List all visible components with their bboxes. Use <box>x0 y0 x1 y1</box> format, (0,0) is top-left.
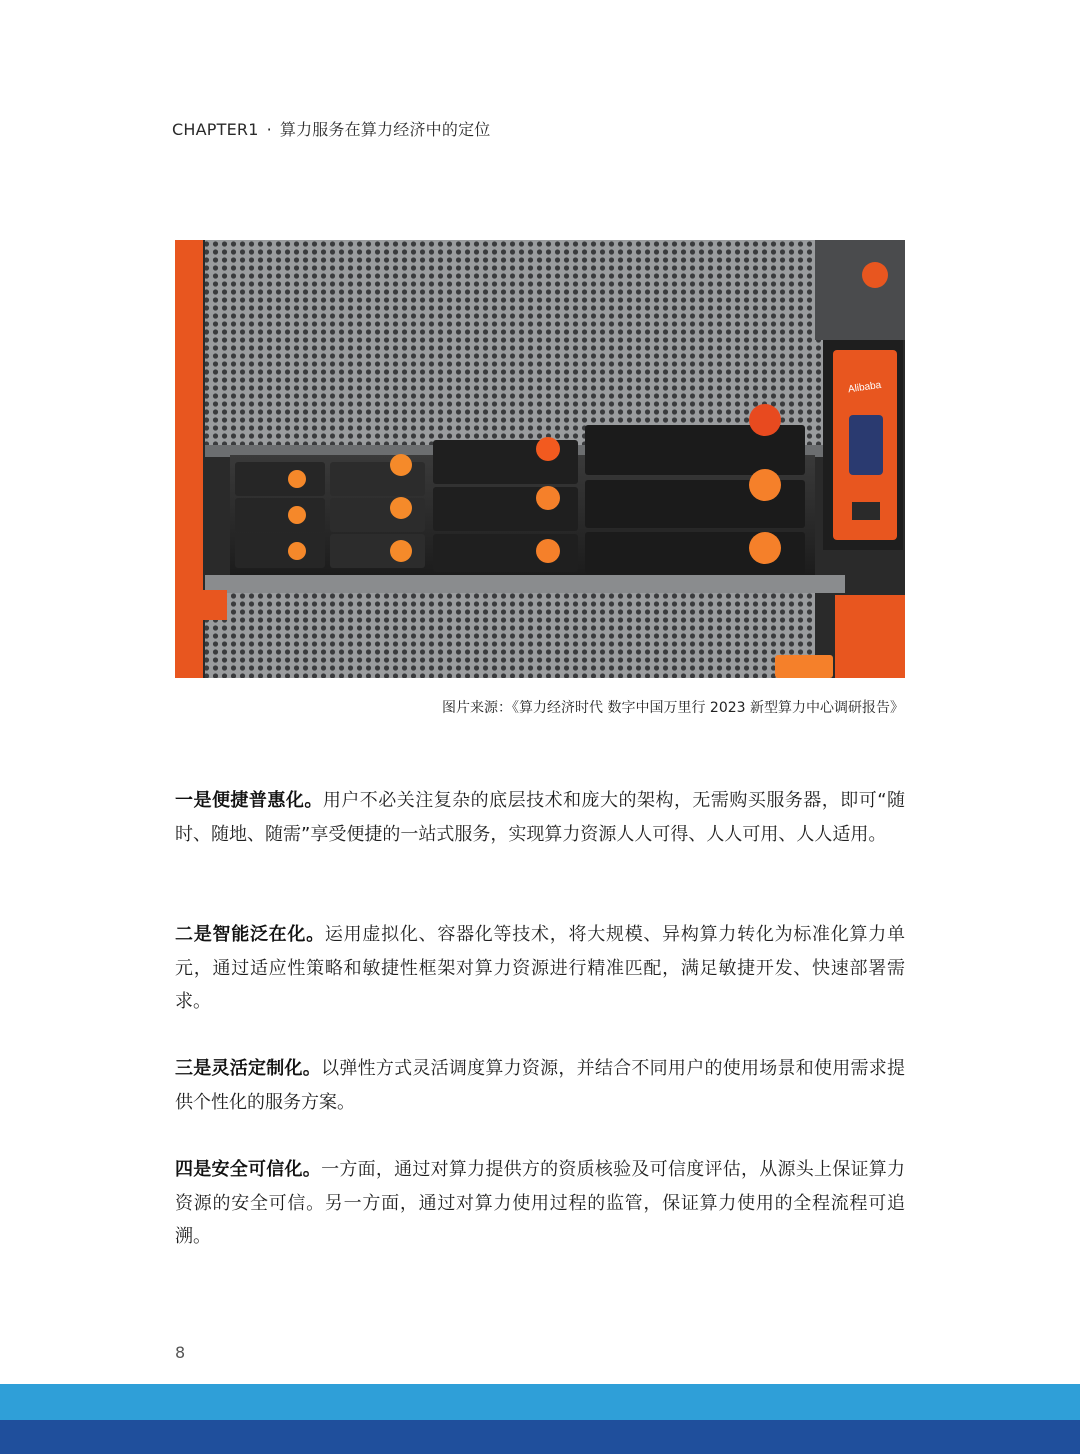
paragraph-4-lead: 四是安全可信化。 <box>175 1159 322 1180</box>
chapter-label: CHAPTER1 <box>172 120 259 139</box>
alibaba-brand-label: Alibaba <box>847 379 882 396</box>
running-header <box>172 117 490 140</box>
paragraph-1-lead: 一是便捷普惠化。 <box>175 790 323 811</box>
page-number: 8 <box>175 1343 186 1362</box>
chapter-title: 算力服务在算力经济中的定位 <box>279 120 491 139</box>
paragraph-1 <box>175 784 905 851</box>
paragraph-2-body: 运用虚拟化、容器化等技术，将大规模、异构算力转化为标准化算力单元，通过适应性策略和敏捷性框架对算力资源进行精准匹配，满足敏捷开发、快速部署需求。 <box>175 924 906 1012</box>
footer-band-light <box>0 1384 1080 1420</box>
paragraph-2 <box>175 918 905 1019</box>
paragraph-1-body: 用户不必关注复杂的底层技术和庞大的架构，无需购买服务器，即可“随时、随地、随需”享受便捷的一站式服务，实现算力资源人人可得、人人可用、人人适用。 <box>175 790 906 845</box>
figure-caption: 图片来源：《算力经济时代 数字中国万里行 2023 新型算力中心调研报告》 <box>442 700 904 716</box>
paragraph-4 <box>175 1153 905 1254</box>
paragraph-3 <box>175 1052 905 1119</box>
paragraph-3-body: 以弹性方式灵活调度算力资源，并结合不同用户的使用场景和使用需求提供个性化的服务方案。 <box>175 1058 906 1113</box>
paragraph-4-body: 一方面，通过对算力提供方的资质核验及可信度评估，从源头上保证算力资源的安全可信。另一方面，通过对算力使用过程的监管，保证算力使用的全程流程可追溯。 <box>175 1159 906 1247</box>
paragraph-2-lead: 二是智能泛在化。 <box>175 924 325 945</box>
paragraph-3-lead: 三是灵活定制化。 <box>175 1058 322 1079</box>
server-rack-photo <box>175 240 905 678</box>
footer-band-dark <box>0 1420 1080 1454</box>
header-separator: · <box>266 120 272 139</box>
